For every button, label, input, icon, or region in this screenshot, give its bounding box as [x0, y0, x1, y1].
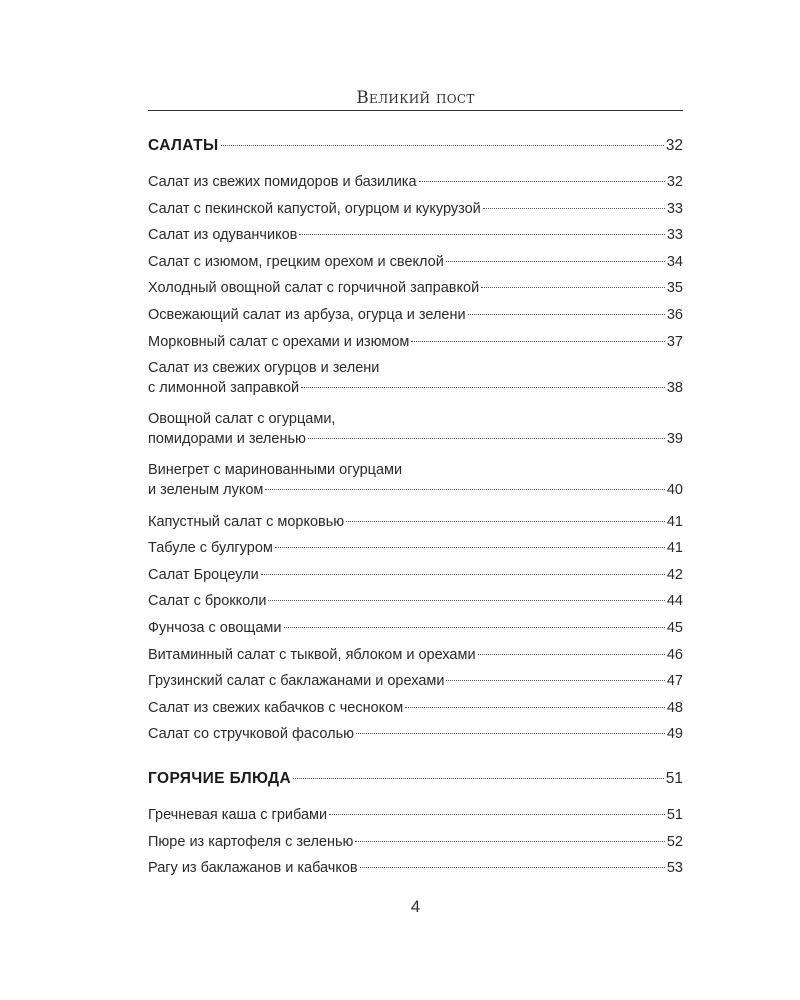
entry-title-line: Салат из свежих кабачков с чесноком: [148, 699, 404, 716]
toc-entry[interactable]: [148, 698, 683, 718]
leader-dots: [329, 814, 665, 815]
leader-dots: [268, 600, 664, 601]
leader-dots: [346, 521, 665, 522]
header-rule: [148, 110, 683, 111]
toc-entry[interactable]: [148, 538, 683, 558]
entry-page-number: 47: [666, 673, 683, 690]
entry-page-number: 39: [666, 431, 683, 448]
book-page: [148, 0, 683, 1000]
entry-title-line: Гречневая каша с грибами: [148, 807, 328, 823]
page-number: 4: [410, 897, 421, 916]
entry-page-number: 53: [666, 860, 683, 877]
leader-dots: [356, 733, 665, 734]
toc-entry[interactable]: [148, 512, 683, 532]
toc-section-heading[interactable]: [148, 136, 683, 156]
leader-dots: [446, 680, 664, 681]
entry-title-line: Салат из свежих огурцов и зелени: [148, 360, 380, 377]
toc-entry[interactable]: [148, 305, 683, 325]
toc-entry[interactable]: [148, 358, 683, 398]
entry-title-line: Пюре из картофеля с зеленью: [148, 833, 354, 850]
entry-page-number: 45: [666, 619, 683, 636]
toc-entry[interactable]: [148, 591, 683, 611]
leader-dots: [478, 654, 665, 655]
toc-entry[interactable]: [148, 409, 683, 449]
leader-dots: [301, 387, 665, 388]
toc-entry[interactable]: [148, 252, 683, 272]
entry-page-number: 51: [666, 807, 683, 823]
entry-title-line: Рагу из баклажанов и кабачков: [148, 860, 358, 877]
leader-dots: [360, 867, 665, 868]
entry-title-line: Винегрет с маринованными огурцами: [148, 462, 403, 479]
entry-title-line: Морковный салат с орехами и изюмом: [148, 333, 410, 350]
entry-page-number: 37: [666, 333, 683, 350]
entry-page-number: 32: [666, 174, 683, 190]
leader-dots: [355, 841, 664, 842]
entry-page-number: 48: [666, 699, 683, 716]
leader-dots: [446, 261, 665, 262]
entry-title-line: Салат Броцеули: [148, 566, 259, 583]
toc-entry[interactable]: [148, 172, 683, 192]
entry-page-number: 49: [666, 726, 683, 743]
toc-entry[interactable]: [148, 724, 683, 744]
toc-section-heading[interactable]: [148, 769, 683, 789]
entry-title-line: помидорами и зеленью: [148, 431, 306, 448]
entry-title-line: Табуле с булгуром: [148, 540, 273, 557]
entry-title-line: Салат из одуванчиков: [148, 227, 298, 244]
section-page-number: 51: [665, 770, 683, 787]
toc-entry[interactable]: [148, 618, 683, 638]
entry-page-number: 38: [666, 380, 683, 397]
entry-page-number: 44: [666, 593, 683, 610]
leader-dots: [405, 707, 665, 708]
toc-entry[interactable]: [148, 460, 683, 500]
leader-dots: [468, 314, 665, 315]
leader-dots: [481, 287, 665, 288]
toc-entry[interactable]: [148, 332, 683, 352]
entry-title-line: Овощной салат с огурцами,: [148, 411, 336, 428]
entry-page-number: 33: [666, 200, 683, 217]
leader-dots: [419, 181, 665, 182]
toc-entry[interactable]: [148, 832, 683, 852]
leader-dots: [293, 778, 664, 779]
toc-entry[interactable]: [148, 645, 683, 665]
leader-dots: [275, 547, 665, 548]
leader-dots: [261, 574, 665, 575]
entry-page-number: 52: [666, 833, 683, 850]
entry-page-number: 33: [666, 227, 683, 244]
section-title: САЛАТЫ: [148, 137, 219, 154]
leader-dots: [411, 341, 664, 342]
leader-dots: [483, 208, 665, 209]
entry-title-line: Холодный овощной салат с горчичной заправкой: [148, 280, 480, 297]
entry-title-line: Салат со стручковой фасолью: [148, 726, 355, 743]
toc-entry[interactable]: [148, 278, 683, 298]
toc-entry[interactable]: [148, 805, 683, 825]
entry-page-number: 41: [666, 540, 683, 557]
entry-page-number: 41: [666, 513, 683, 530]
toc-entry[interactable]: [148, 565, 683, 585]
entry-title-line: Капустный салат с морковью: [148, 513, 345, 530]
entry-title-line: Салат из свежих помидоров и базилика: [148, 174, 417, 190]
running-head: Великий пост: [356, 88, 475, 108]
entry-page-number: 42: [666, 566, 683, 583]
section-title: ГОРЯЧИЕ БЛЮДА: [148, 770, 292, 787]
entry-page-number: 35: [666, 280, 683, 297]
entry-title-line: Освежающий салат из арбуза, огурца и зелени: [148, 307, 466, 323]
entry-title-line: Салат с изюмом, грецким орехом и свеклой: [148, 253, 444, 270]
entry-page-number: 34: [666, 253, 683, 270]
entry-page-number: 36: [666, 307, 683, 323]
toc-entry[interactable]: [148, 199, 683, 219]
entry-title-line: и зеленым луком: [148, 482, 264, 499]
leader-dots: [299, 234, 665, 235]
toc-entry[interactable]: [148, 858, 683, 878]
entry-title-line: Салат с брокколи: [148, 593, 267, 610]
entry-title-line: с лимонной заправкой: [148, 380, 300, 397]
entry-page-number: 46: [666, 646, 683, 663]
entry-title-line: Витаминный салат с тыквой, яблоком и орехами: [148, 646, 476, 663]
section-page-number: 32: [665, 137, 683, 154]
entry-page-number: 40: [666, 482, 683, 499]
toc-entry[interactable]: [148, 225, 683, 245]
leader-dots: [284, 627, 665, 628]
entry-title-line: Салат с пекинской капустой, огурцом и кукурузой: [148, 200, 481, 217]
leader-dots: [265, 489, 664, 490]
leader-dots: [308, 438, 665, 439]
entry-title-line: Грузинский салат с баклажанами и орехами: [148, 673, 445, 690]
toc-entry[interactable]: [148, 671, 683, 691]
entry-title-line: Фунчоза с овощами: [148, 619, 282, 636]
leader-dots: [221, 145, 664, 146]
